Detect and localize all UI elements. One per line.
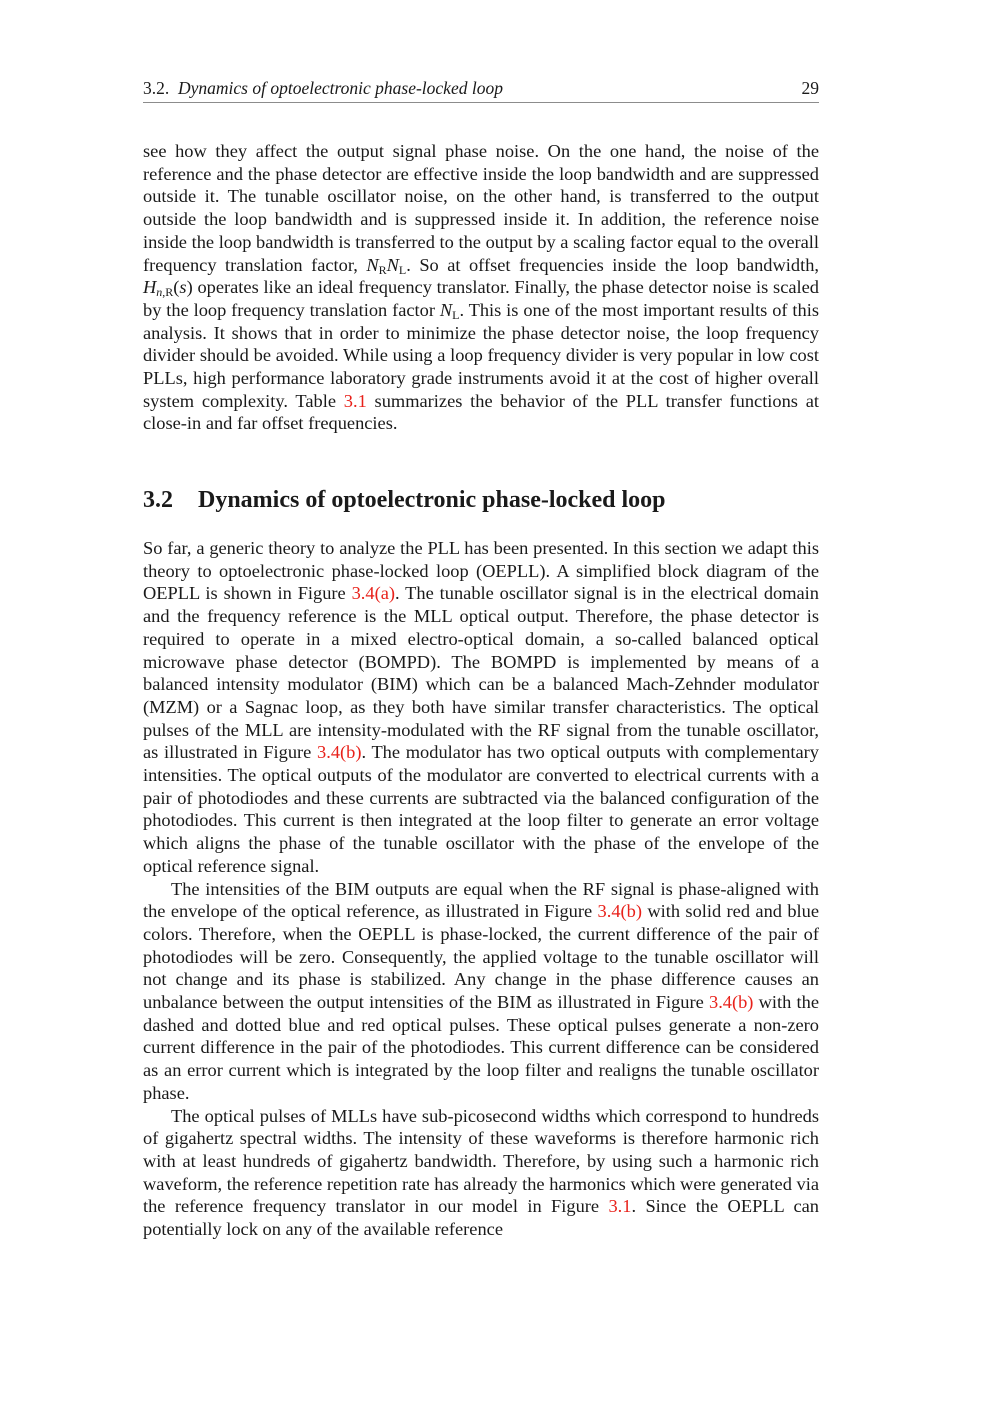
figure-ref-link[interactable]: 3.4(b) [317,742,362,763]
figure-ref-link[interactable]: 3.4(b) [597,901,642,922]
section-heading [143,487,666,514]
header-section [143,78,503,99]
paragraph-4: The optical pulses of MLLs have sub-picosecond widths which correspond to hundreds of gigahertz spectral widths. The intensity of these waveforms is therefore harmonic rich with at least hundreds of gigahertz bandwidth. Therefore, by using such a harmonic rich waveform, the reference repetition rate has already the harmonics which were generated via the reference frequency translator in our model in Figure 3.1. Since the OEPLL can potentially lock on any of the available reference [143,1105,819,1240]
section-number: 3.2 [143,487,173,513]
figure-ref-link[interactable]: 3.4(a) [351,583,396,604]
paragraph-1: see how they affect the output signal phase noise. On the one hand, the noise of the reference and the phase detector are effective inside the loop bandwidth and are suppressed outside it. The tunable oscillator noise, on the other hand, is transferred to the output outside the loop bandwidth and is suppressed inside it. In addition, the reference noise inside the loop bandwidth is transferred to the output by a scaling factor equal to the overall frequency translation factor, $N_RN_L$. So at offset frequencies inside the loop bandwidth, $H_{n,R}(s)$ operates like an ideal frequency translator. Finally, the phase detector noise is scaled by the loop frequency translation factor $N_L$. This is one of the most important results of this analysis. It shows that in order to minimize the phase detector noise, the loop frequency divider should be avoided. While using a loop frequency divider is very popular in low cost PLLs, high performance laboratory grade instruments avoid it at the cost of higher overall system complexity. Table 3.1 summarizes the behavior of the PLL transfer functions at close-in and far offset frequencies. [143,141,819,434]
paragraph-3: The intensities of the BIM outputs are equal when the RF signal is phase-aligned with the envelope of the optical reference, as illustrated in Figure 3.4(b) with solid red and blue colors. Therefore, when the OEPLL is phase-locked, the current difference of the pair of photodiodes will be zero. Consequently, the applied voltage to the tunable oscillator will not change and its phase is stabilized. Any change in the phase difference causes an unbalance between the output intensities of the BIM as illustrated in Figure 3.4(b) with the dashed and dotted blue and red optical pulses. These optical pulses generate a non-zero current difference in the pair of the photodiodes. This current difference can be considered as an error current which is integrated by the loop filter and realigns the tunable oscillator phase. [143,878,820,1103]
paragraph-2: So far, a generic theory to analyze the PLL has been presented. In this section we adapt this theory to optoelectronic phase-locked loop (OEPLL). A simplified block diagram of the OEPLL is shown in Figure 3.4(a). The tunable oscillator signal is in the electrical domain and the frequency reference is the MLL optical output. Therefore, the phase detector is required to operate in a mixed electro-optical domain, a so-called balanced optical microwave phase detector (BOMPD). The BOMPD is implemented by means of a balanced intensity modulator (BIM) which can be a balanced Mach-Zehnder modulator (MZM) or a Sagnac loop, as they both have similar transfer characteristics. The optical pulses of the MLL are intensity-modulated with the RF signal from the tunable oscillator, as illustrated in Figure 3.4(b). The modulator has two optical outputs with complementary intensities. The optical outputs of the modulator are converted to electrical currents with a pair of photodiodes and these currents are subtracted via the balanced configuration of the photodiodes. This current is then integrated at the loop filter to generate an error voltage which aligns the phase of the tunable oscillator with the phase of the envelope of the optical reference signal. The intensities of the BIM outputs are equal when the RF signal is phase-aligned with the envelope of the optical reference, as illustrated in Figure 3.4(b) with solid red and blue colors. Therefore, when the OEPLL is phase-locked, the current difference of the pair of photodiodes will be zero. Consequently, the applied voltage to the tunable oscillator will not change and its phase is stabilized. Any change in the phase difference causes an unbalance between the output intensities of the BIM as illustrated in Figure 3.4(b) with the dashed and dotted blue and red optical pulses. These optical pulses generate a non-zero current difference in the pair of the photodiodes. This current difference can be considered as an error current which is integrated by the loop filter and realigns the tunable oscillator phase. The optical pulses of MLLs have sub-picosecond widths which correspond to hundreds of gigahertz spectral widths. The intensity of these waveforms is therefore harmonic rich with at least hundreds of gigahertz bandwidth. Therefore, by using such a harmonic rich waveform, the reference repetition rate has already the harmonics which were generated via the reference frequency translator in our model in Figure 3.1. Since the OEPLL can potentially lock on any of the available reference [143,538,820,1240]
header-section-number: 3.2. [143,78,170,98]
figure-ref-link[interactable]: 3.1 [608,1196,632,1217]
section-title: Dynamics of optoelectronic phase-locked loop [198,487,666,513]
running-header [143,78,819,103]
header-section-title: Dynamics of optoelectronic phase-locked loop [178,78,503,98]
page-number: 29 [801,78,819,98]
table-ref-link[interactable]: 3.1 [343,390,367,411]
figure-ref-link[interactable]: 3.4(b) [709,992,754,1013]
